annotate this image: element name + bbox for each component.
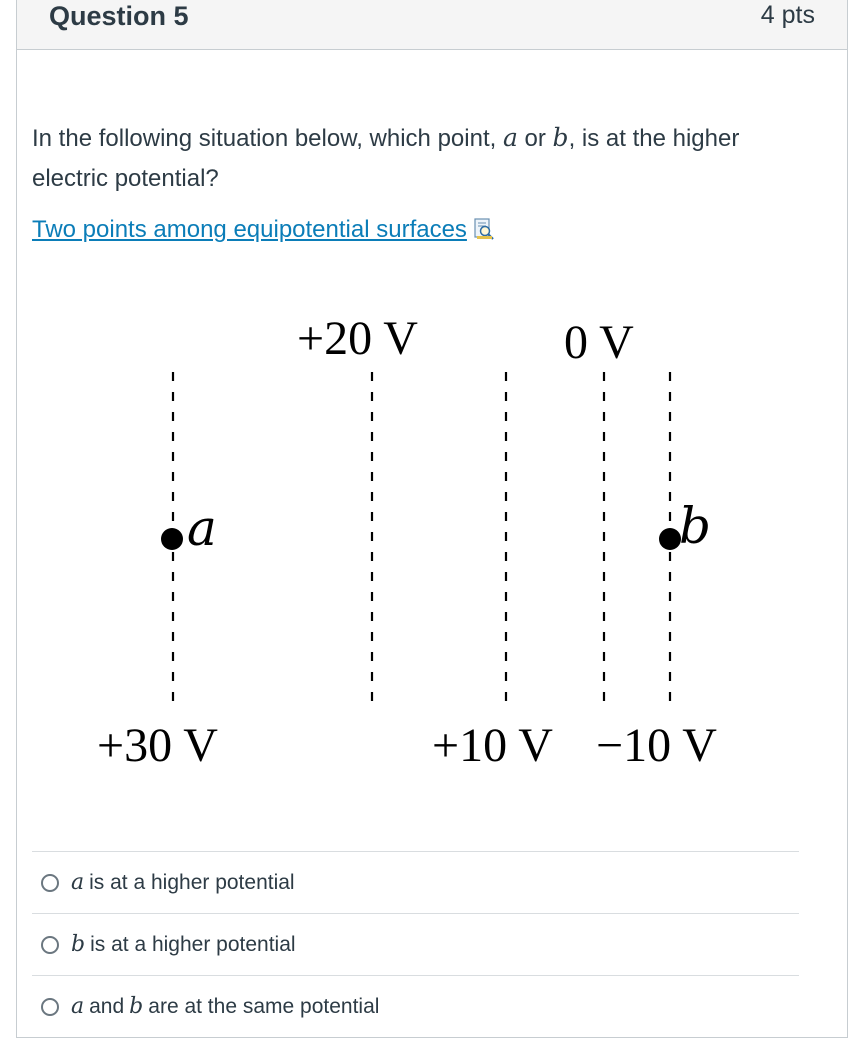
- answer-choices: [32, 851, 799, 1037]
- label-plus-30v: +30 V: [97, 719, 218, 772]
- point-b-dot: [659, 528, 681, 550]
- figure-link[interactable]: Two points among equipotential surfaces: [32, 216, 467, 243]
- answer-option-3-var-b: b: [129, 994, 144, 1019]
- answer-option-3-text: are at the same potential: [148, 994, 380, 1018]
- question-points: 4 pts: [760, 1, 815, 29]
- point-a-dot: [161, 528, 183, 550]
- answer-option-1-text: is at a higher potential: [89, 870, 295, 894]
- answer-option-2[interactable]: [32, 913, 799, 975]
- answer-option-1-var: a: [71, 870, 85, 895]
- point-b-label: b: [679, 497, 712, 555]
- answer-option-3[interactable]: [32, 975, 799, 1037]
- point-a-label: a: [187, 499, 217, 557]
- question-title: Question 5: [49, 1, 189, 31]
- radio-button[interactable]: [41, 998, 59, 1016]
- answer-option-3-var-a: a: [71, 994, 85, 1019]
- prompt-text-start: In the following situation below, which point,: [32, 125, 503, 152]
- answer-option-3-mid: and: [89, 994, 125, 1018]
- prompt-var-b: b: [552, 123, 569, 152]
- prompt-text-end: , is at the higher electric potential?: [32, 125, 740, 192]
- answer-option-2-text: is at a higher potential: [90, 932, 296, 956]
- prompt-var-a: a: [502, 123, 518, 152]
- answer-option-2-var: b: [71, 932, 86, 957]
- answer-option-1[interactable]: [32, 851, 799, 913]
- label-0v: 0 V: [564, 316, 634, 369]
- label-minus-10v: −10 V: [596, 719, 717, 772]
- label-plus-20v: +20 V: [297, 312, 418, 365]
- radio-button[interactable]: [41, 874, 59, 892]
- label-plus-10v: +10 V: [432, 719, 553, 772]
- radio-button[interactable]: [41, 936, 59, 954]
- prompt-text-mid: or: [517, 125, 553, 152]
